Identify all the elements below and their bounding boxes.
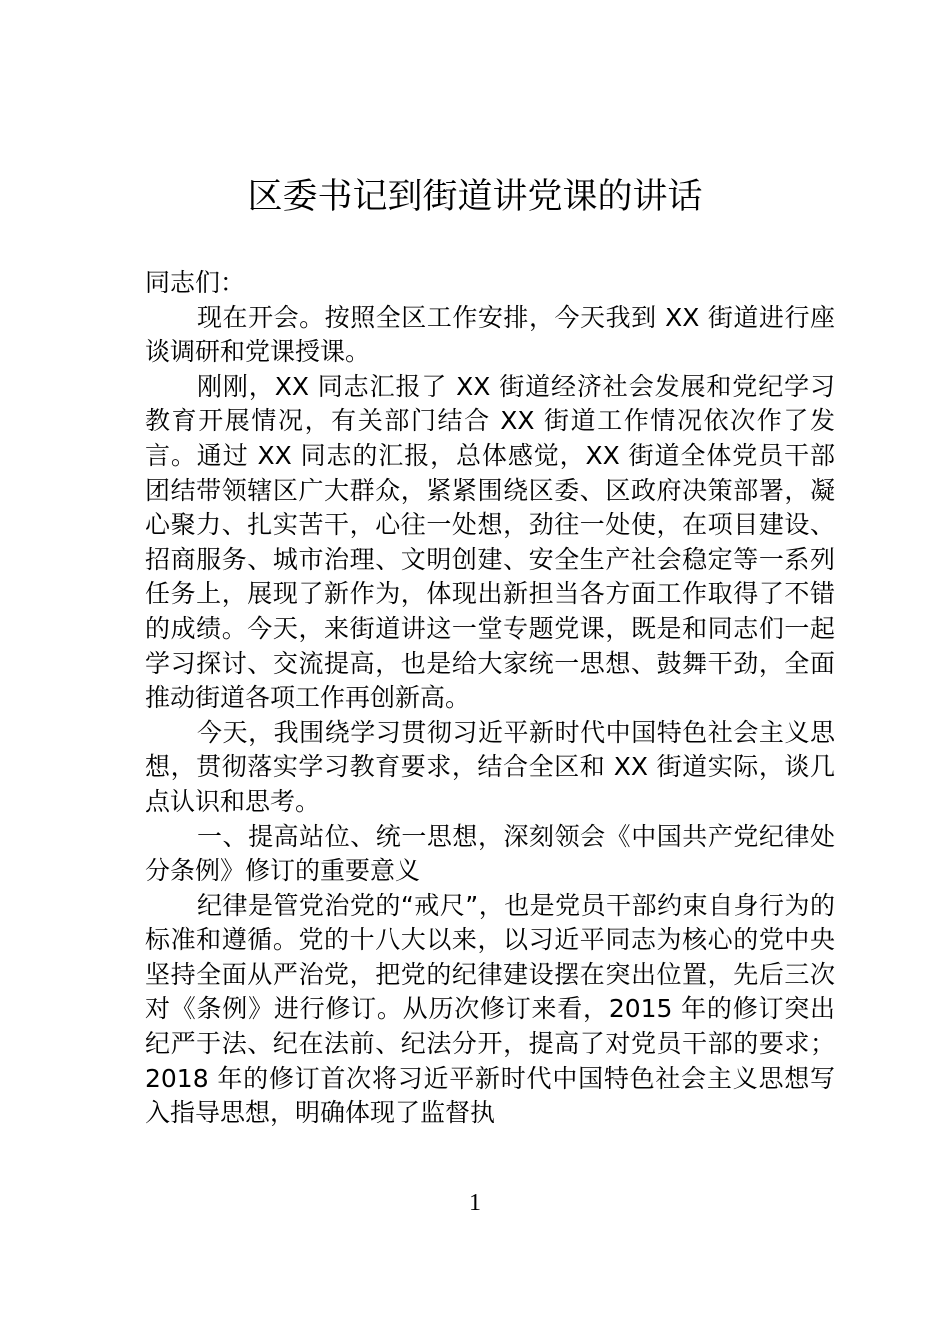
page-number: 1: [469, 1190, 481, 1216]
document-body: [145, 266, 835, 1131]
paragraph-report-summary: 刚刚，XX 同志汇报了 XX 街道经济社会发展和党纪学习教育开展情况，有关部门结合 XX 街道工作情况依次作了发言。通过 XX 同志的汇报，总体感觉，XX 街道全体党员干部团结带领辖区广大群众，紧紧围绕区委、区政府决策部署，凝心聚力、扎实苦干，心往一处想，劲往一处使，在项目建设、招商服务、城市治理、文明创建、安全生产社会稳定等一系列任务上，展现了新作为，体现出新担当各方面工作取得了不错的成绩。今天，来街道讲这一堂专题党课，既是和同志们一起学习探讨、交流提高，也是给大家统一思想、鼓舞干劲，全面推动街道各项工作再创新高。: [145, 371, 835, 713]
salutation: 同志们：: [145, 268, 246, 297]
paragraph-discipline: 纪律是管党治党的“戒尺”，也是党员干部约束自身行为的标准和遵循。党的十八大以来，以习近平同志为核心的党中央坚持全面从严治党，把党的纪律建设摆在突出位置，先后三次对《条例》进行修订。从历次修订来看，2015 年的修订突出纪严于法、纪在法前、纪法分开，提高了对党员干部的要求；2018 年的修订首次将习近平新时代中国特色社会主义思想写入指导思想，明确体现了监督执: [145, 890, 835, 1128]
paragraph-opening: 现在开会。按照全区工作安排，今天我到 XX 街道进行座谈调研和党课授课。: [145, 302, 835, 367]
document-title: 区委书记到街道讲党课的讲话: [247, 177, 703, 217]
section-heading-1: 一、提高站位、统一思想，深刻领会《中国共产党纪律处分条例》修订的重要意义: [145, 821, 835, 886]
paragraph-topic-intro: 今天，我围绕学习贯彻习近平新时代中国特色社会主义思想，贯彻落实学习教育要求，结合全区和 XX 街道实际，谈几点认识和思考。: [145, 717, 835, 816]
